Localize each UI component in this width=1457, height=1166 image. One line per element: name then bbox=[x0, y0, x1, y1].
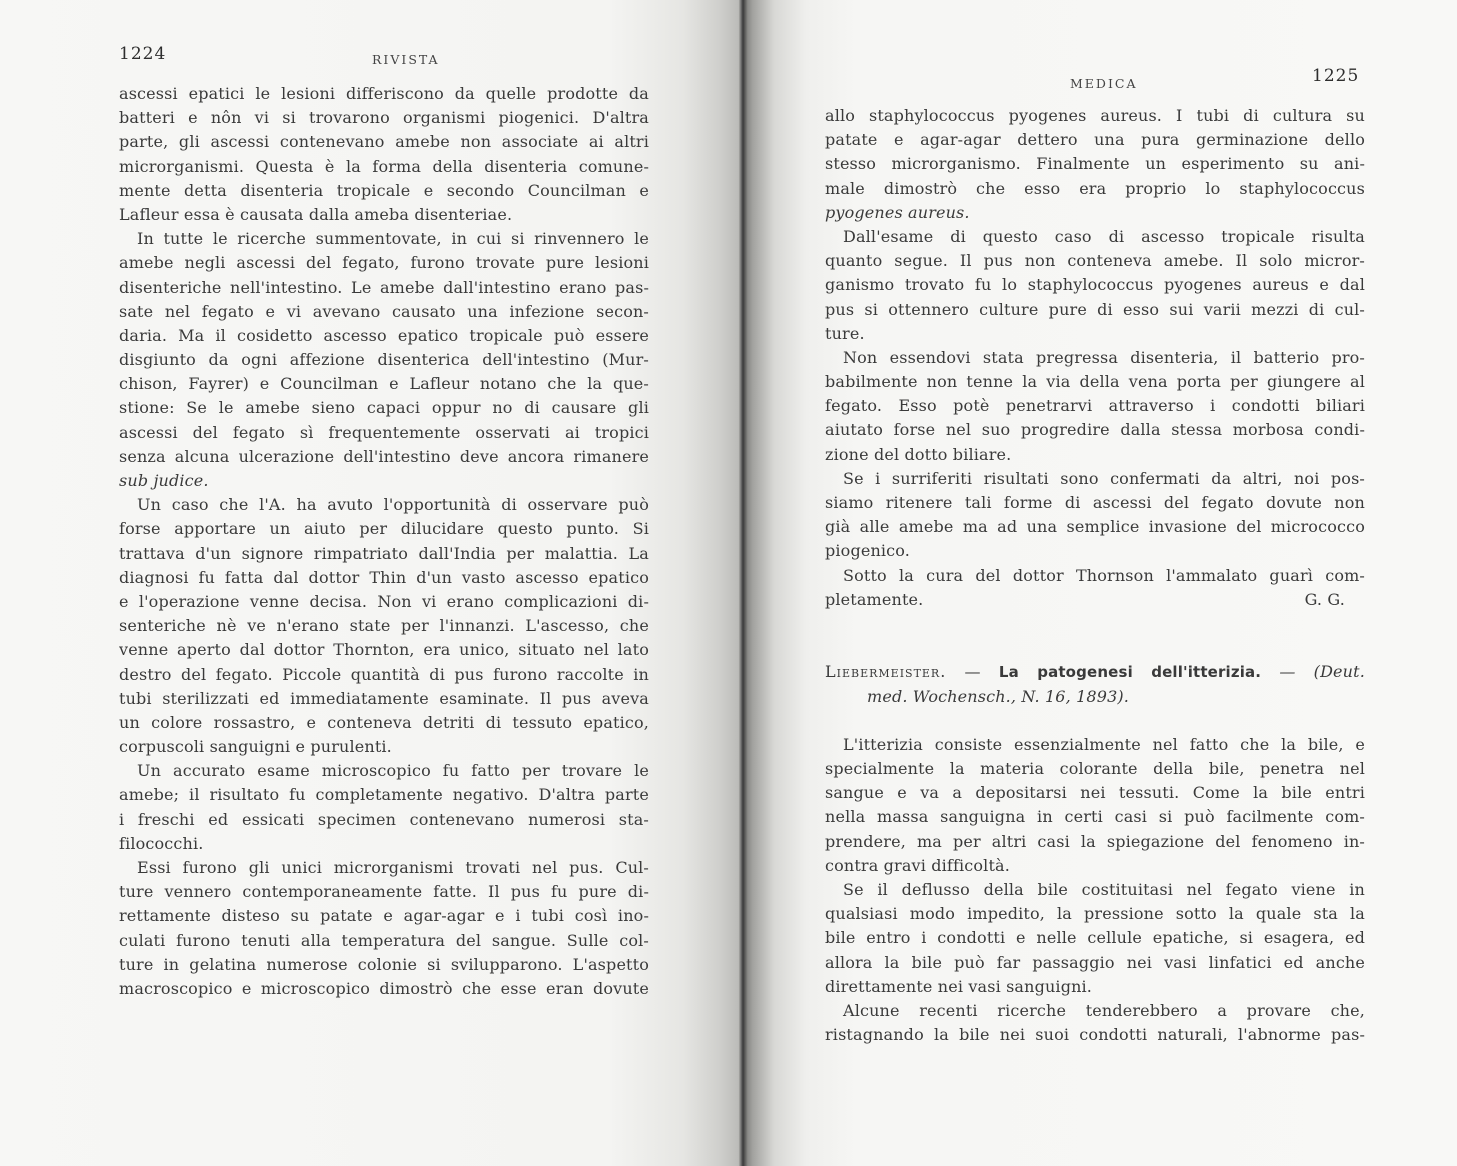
text-line: disgiunto da ogni affezione disenterica dell'intestino (Mur- bbox=[119, 350, 649, 370]
text-line: Un caso che l'A. ha avuto l'opportunità di osservare può bbox=[137, 495, 649, 515]
text-line: un colore rossastro, e conteneva detriti di tessuto epatico, bbox=[119, 712, 649, 732]
line-text: pletamente. bbox=[825, 589, 924, 609]
text-line: bile entro i condotti e nelle cellule epatiche, si esagera, ed bbox=[825, 928, 1365, 948]
text-line: amebe; il risultato fu completamente negativo. D'altra parte bbox=[119, 785, 649, 805]
text-line: destro del fegato. Piccole quantità di pus furono raccolte in bbox=[119, 664, 649, 684]
text-line: quanto segue. Il pus non conteneva amebe. Il solo micror- bbox=[825, 251, 1365, 271]
left-page-number: 1224 bbox=[119, 44, 167, 64]
text-line: Alcune recenti ricerche tenderebbero a provare che, bbox=[843, 1000, 1365, 1020]
text-line: Un accurato esame microscopico fu fatto per trovare le bbox=[137, 761, 649, 781]
text-line: Se i surriferiti risultati sono confermati da altri, noi pos- bbox=[843, 468, 1365, 488]
text-line: batteri e nôn vi si trovarono organismi piogenici. D'altra bbox=[119, 108, 649, 128]
text-line: Sotto la cura del dottor Thornson l'ammalato guarì com- bbox=[843, 565, 1365, 585]
text-line: qualsiasi modo impedito, la pressione sotto la quale sta la bbox=[825, 904, 1365, 924]
text-line: aiutato forse nel suo progredire dalla stessa morbosa condi- bbox=[825, 420, 1365, 440]
text-line: ascessi epatici le lesioni differiscono da quelle prodotte da bbox=[119, 84, 649, 103]
text-line: culati furono tenuti alla temperatura del sangue. Sulle col- bbox=[119, 930, 649, 950]
text-line: prendere, ma per altri casi la spiegazione del fenomeno in- bbox=[825, 831, 1365, 851]
text-line: stione: Se le amebe sieno capaci oppur no di causare gli bbox=[119, 398, 649, 418]
heading-dash: — bbox=[964, 662, 981, 682]
text-line: ture. bbox=[825, 323, 865, 343]
article-title: La patogenesi dell'itterizia. bbox=[998, 663, 1262, 682]
text-line: pus si ottennero culture pure di esso sui varii mezzi di cul- bbox=[825, 299, 1365, 319]
text-line: amebe negli ascessi del fegato, furono trovate pure lesioni bbox=[119, 253, 649, 273]
text-line: ascessi del fegato sì frequentemente osservati ai tropici bbox=[119, 422, 649, 442]
spacer bbox=[825, 709, 1365, 733]
text-line: chison, Fayrer) e Councilman e Lafleur notano che la que- bbox=[119, 374, 649, 394]
text-line: senza alcuna ulcerazione dell'intestino deve ancora rimanere bbox=[119, 446, 649, 466]
article-source-start: — (Deut. bbox=[1279, 662, 1365, 682]
text-line: sangue e va a depositarsi nei tessuti. Come la bile entri bbox=[825, 783, 1365, 803]
article-author: Liebermeister. bbox=[825, 662, 947, 682]
text-line: babilmente non tenne la via della vena porta per giungere al bbox=[825, 372, 1365, 392]
text-line: zione del dotto biliare. bbox=[825, 444, 1012, 464]
text-line: Non essendovi stata pregressa disenteria, il batterio pro- bbox=[843, 347, 1365, 367]
text-line: male dimostrò che esso era proprio lo staphylococcus bbox=[825, 178, 1365, 198]
text-line: rettamente disteso su patate e agar-agar e i tubi così ino- bbox=[119, 906, 649, 926]
left-running-head: RIVISTA bbox=[372, 52, 440, 67]
text-line: e l'operazione venne decisa. Non vi erano complicazioni di- bbox=[119, 591, 649, 611]
text-line: patate e agar-agar dettero una pura germinazione dello bbox=[825, 130, 1365, 150]
text-line: i freschi ed essicati specimen contenevano numerosi sta- bbox=[119, 809, 649, 829]
right-running-head: MEDICA bbox=[1070, 76, 1138, 91]
text-line: tubi sterilizzati ed immediatamente esaminate. Il pus aveva bbox=[119, 688, 649, 708]
text-line: ture vennero contemporaneamente fatte. Il pus fu pure di- bbox=[119, 882, 649, 902]
text-line: daria. Ma il cosidetto ascesso epatico tropicale può essere bbox=[119, 325, 649, 345]
text-line: corpuscoli sanguigni e purulenti. bbox=[119, 737, 392, 757]
text-line bbox=[825, 588, 1365, 612]
text-line: specialmente la materia colorante della bile, penetra nel bbox=[825, 759, 1365, 779]
text-line: trattava d'un signore rimpatriato dall'India per malattia. La bbox=[119, 543, 649, 563]
text-line: L'itterizia consiste essenzialmente nel fatto che la bile, e bbox=[843, 734, 1365, 754]
text-line: fegato. Esso potè penetrarvi attraverso i condotti biliari bbox=[825, 396, 1365, 416]
text-line: Lafleur essa è causata dalla ameba disenteriae. bbox=[119, 204, 513, 224]
text-line: sub judice. bbox=[119, 471, 209, 490]
text-line: stesso microrganismo. Finalmente un esperimento su ani- bbox=[825, 154, 1365, 174]
text-line: piogenico. bbox=[825, 541, 911, 561]
text-line: senteriche nè ve n'erano state per l'innanzi. L'ascesso, che bbox=[119, 616, 649, 636]
text-line: microrganismi. Questa è la forma della disenteria comune- bbox=[119, 156, 649, 176]
book-gutter bbox=[738, 0, 748, 1166]
text-line: Dall'esame di questo caso di ascesso tropicale risulta bbox=[843, 226, 1365, 246]
article-heading bbox=[825, 660, 1365, 684]
text-line: sate nel fegato e vi avevano causato una infezione secon- bbox=[119, 301, 649, 321]
right-page bbox=[742, 0, 1457, 1166]
text-line: mente detta disenteria tropicale e secondo Councilman e bbox=[119, 180, 649, 200]
text-line: ture in gelatina numerose colonie si svilupparono. L'aspetto bbox=[119, 954, 649, 974]
right-page-number: 1225 bbox=[1312, 66, 1360, 86]
text-line: disenteriche nell'intestino. Le amebe dall'intestino erano pas- bbox=[119, 277, 649, 297]
text-line: allo staphylococcus pyogenes aureus. I tubi di cultura su bbox=[825, 106, 1365, 125]
text-line: In tutte le ricerche summentovate, in cui si rinvennero le bbox=[137, 229, 649, 249]
spacer bbox=[825, 636, 1365, 660]
text-line: contra gravi difficoltà. bbox=[825, 855, 1010, 875]
text-line: siamo ritenere tali forme di ascessi del fegato dovute non bbox=[825, 493, 1365, 512]
text-line: diagnosi fu fatta dal dottor Thin d'un vasto ascesso epatico bbox=[119, 567, 649, 587]
text-line: Se il deflusso della bile costituitasi nel fegato viene in bbox=[843, 880, 1365, 899]
signature-initials: G. G. bbox=[1304, 589, 1345, 609]
text-line: filococchi. bbox=[119, 833, 204, 853]
text-line: direttamente nei vasi sanguigni. bbox=[825, 976, 1093, 996]
text-line: parte, gli ascessi contenevano amebe non associate ai altri bbox=[119, 132, 649, 152]
text-line: venne aperto dal dottor Thornton, era unico, situato nel lato bbox=[119, 640, 649, 660]
article-source-continued: med. Wochensch., N. 16, 1893). bbox=[867, 686, 1130, 706]
text-line: Essi furono gli unici microrganismi trovati nel pus. Cul- bbox=[137, 858, 649, 877]
text-line: allora la bile può far passaggio nei vasi linfatici ed anche bbox=[825, 952, 1365, 972]
text-line: pyogenes aureus. bbox=[825, 202, 970, 222]
text-line: ristagnando la bile nei suoi condotti naturali, l'abnorme pas- bbox=[825, 1025, 1365, 1045]
spacer bbox=[825, 612, 1365, 636]
text-line: ganismo trovato fu lo staphylococcus pyogenes aureus e dal bbox=[825, 275, 1365, 295]
text-line: già alle amebe ma ad una semplice invasione del micrococco bbox=[825, 517, 1365, 537]
text-line: nella massa sanguigna in certi casi si può facilmente com- bbox=[825, 807, 1365, 827]
text-line: macroscopico e microscopico dimostrò che esse eran dovute bbox=[119, 978, 649, 998]
right-text-column bbox=[825, 104, 1365, 1047]
text-line: forse apportare un aiuto per dilucidare questo punto. Si bbox=[119, 519, 649, 539]
left-text-column bbox=[119, 82, 649, 1001]
